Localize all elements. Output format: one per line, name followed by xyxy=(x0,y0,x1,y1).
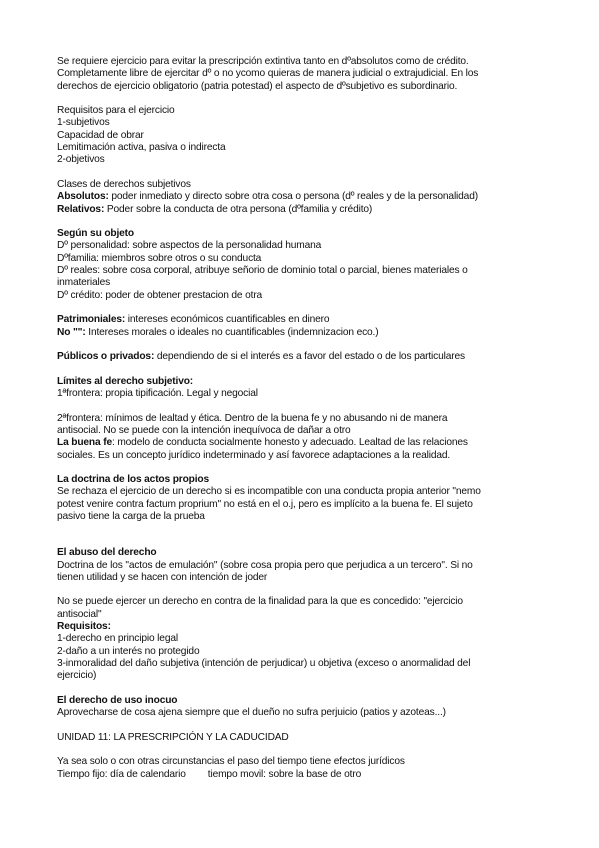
inocuo-text: Aprovecharse de cosa ajena siempre que el dueño no sufra perjuicio (patios y azoteas...) xyxy=(57,707,446,719)
objeto-item: Dºfamilia: miembros sobre otros o su conducta xyxy=(57,252,262,264)
patrimoniales-label: Patrimoniales: xyxy=(57,314,126,326)
tiempo-fijo: Tiempo fijo: día de calendario xyxy=(57,768,186,780)
document-page xyxy=(57,56,557,781)
objeto-item: inmateriales xyxy=(57,277,111,289)
abuso-requisitos-title-text: Requisitos: xyxy=(57,621,111,633)
intro-line: Completamente libre de ejercitar dº o no ycomo quieras de manera judicial o extrajudicial. En los xyxy=(57,68,479,80)
objeto-item: Dº crédito: poder de obtener prestacion de otra xyxy=(57,289,263,301)
requisitos-item: Capacidad de obrar xyxy=(57,129,144,141)
relativos-label: Relativos: xyxy=(57,203,105,215)
abuso-title xyxy=(57,547,557,559)
inocuo-title xyxy=(57,695,557,707)
limites-title xyxy=(57,376,557,388)
publicos-text: dependiendo de si el interés es a favor del estado o de los particulares xyxy=(154,351,465,363)
abuso-line: No se puede ejercer un derecho en contra de la finalidad para la que es concedido: "ejercicio xyxy=(57,596,463,608)
objeto-title xyxy=(57,228,557,240)
requisitos-title: Requisitos para el ejercicio xyxy=(57,105,175,117)
patrimoniales-text: intereses económicos cuantificables en dinero xyxy=(125,314,330,326)
objeto-item: Dº personalidad: sobre aspectos de la personalidad humana xyxy=(57,240,322,252)
limites-line: sociales. Es un concepto jurídico indeterminado y así favorece adaptaciones a la realidad. xyxy=(57,449,451,461)
absolutos-line xyxy=(57,191,557,203)
abuso-title-text: El abuso del derecho xyxy=(57,547,157,559)
relativos-text: Poder sobre la conducta de otra persona (dºfamilia y crédito) xyxy=(104,203,373,215)
requisitos-item: 1-subjetivos xyxy=(57,117,110,129)
requisitos-item: 2-objetivos xyxy=(57,154,105,166)
abuso-requisito: 3-inmoralidad del daño subjetiva (intención de perjudicar) u objetiva (exceso o anormalidad del xyxy=(57,657,471,669)
limites-title-text: Límites al derecho subjetivo: xyxy=(57,375,194,387)
abuso-line: antisocial" xyxy=(57,608,102,620)
actos-title xyxy=(57,474,557,486)
patrimoniales-line xyxy=(57,314,557,326)
limites-line: antisocial. No se puede con la intención inequívoca de dañar a otro xyxy=(57,424,351,436)
tiempo-movil: tiempo movil: sobre la base de otro xyxy=(207,768,362,780)
unidad-line: Ya sea solo o con otras circunstancias el paso del tiempo tiene efectos jurídicos xyxy=(57,756,405,768)
unidad-title: UNIDAD 11: LA PRESCRIPCIÓN Y LA CADUCIDAD xyxy=(57,731,289,743)
abuso-line: Doctrina de los "actos de emulación" (sobre cosa propia pero que perjudica a un tercero". Si no xyxy=(57,559,473,571)
abuso-requisito: 1-derecho en principio legal xyxy=(57,633,178,645)
objeto-title-text: Según su objeto xyxy=(57,228,134,240)
inocuo-title-text: El derecho de uso inocuo xyxy=(57,694,178,706)
abuso-requisitos-title xyxy=(57,621,557,633)
actos-line: potest venire contra factum proprium" no está en el o.j, pero es implícito a la buena fe. El sujeto xyxy=(57,498,473,510)
intro-line: derechos de ejercicio obligatorio (patria potestad) el aspecto de dºsubjetivo es subordinario. xyxy=(57,80,458,92)
buena-fe-label: La buena fe xyxy=(57,437,112,449)
clases-title: Clases de derechos subjetivos xyxy=(57,178,191,190)
absolutos-text: poder inmediato y directo sobre otra cosa o persona (dº reales y de la personalidad) xyxy=(108,191,478,203)
intro-line: Se requiere ejercicio para evitar la prescripción extintiva tanto en dºabsolutos como de crédito. xyxy=(57,56,469,67)
publicos-line xyxy=(57,351,557,363)
actos-line: Se rechaza el ejercicio de un derecho si es incompatible con una conducta propia anterior "nemo xyxy=(57,486,481,498)
limites-line: 2ªfrontera: mínimos de lealtad y ética. Dentro de la buena fe y no abusando ni de manera xyxy=(57,412,448,424)
no-patrimoniales-label: No "": xyxy=(57,326,86,338)
absolutos-label: Absolutos: xyxy=(57,191,109,203)
abuso-line: tienen utilidad y se hacen con intención de joder xyxy=(57,571,268,583)
no-patrimoniales-line xyxy=(57,327,557,339)
unidad-line xyxy=(57,769,557,781)
requisitos-item: Lemitimación activa, pasiva o indirecta xyxy=(57,142,226,154)
abuso-requisito: 2-daño a un interés no protegido xyxy=(57,645,200,657)
objeto-item: Dº reales: sobre cosa corporal, atribuye señorio de dominio total o parcial, bienes materiales o xyxy=(57,265,468,277)
limites-line: 1ªfrontera: propia tipificación. Legal y negocial xyxy=(57,388,258,400)
abuso-requisito: ejercicio) xyxy=(57,670,97,682)
buena-fe-text: : modelo de conducta socialmente honesto y adecuado. Lealtad de las relaciones xyxy=(111,437,468,449)
relativos-line xyxy=(57,204,557,216)
actos-line: pasivo tiene la carga de la prueba xyxy=(57,510,205,522)
actos-title-text: La doctrina de los actos propios xyxy=(57,474,210,486)
no-patrimoniales-text: Intereses morales o ideales no cuantificables (indemnizacion eco.) xyxy=(85,326,379,338)
publicos-label: Públicos o privados: xyxy=(57,351,155,363)
buena-fe-line xyxy=(57,437,557,449)
